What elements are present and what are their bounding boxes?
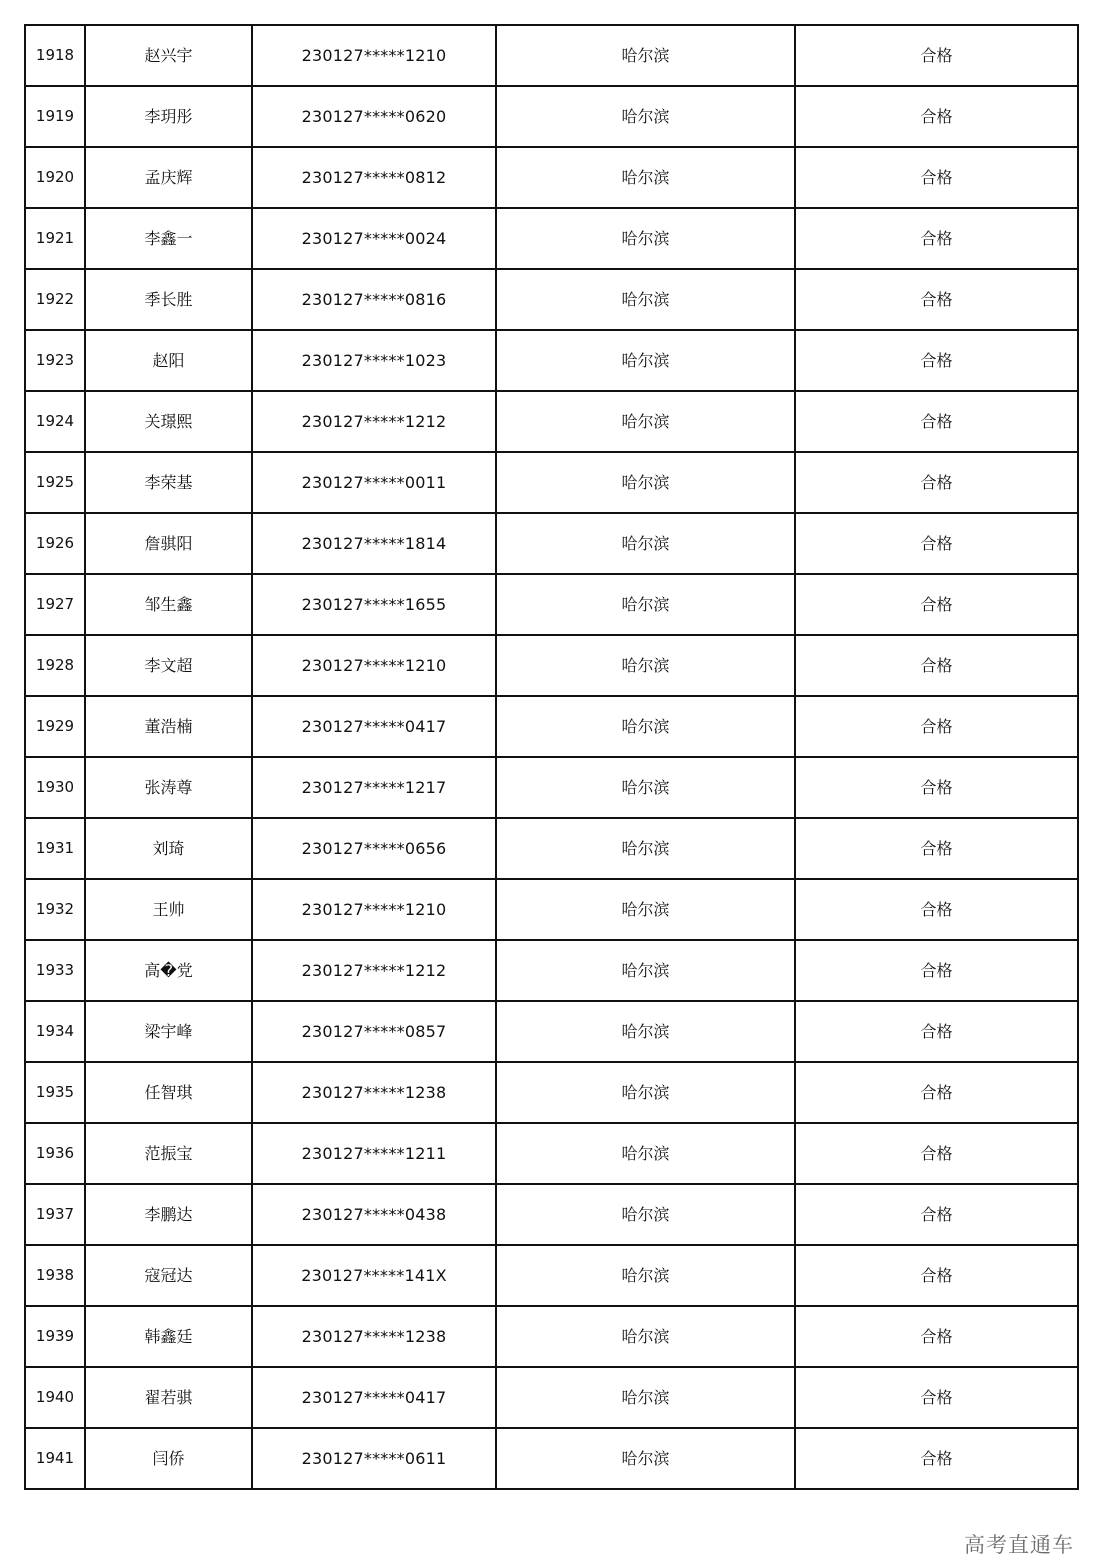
city-cell: 哈尔滨 bbox=[496, 818, 795, 879]
id-number-cell: 230127*****0812 bbox=[252, 147, 496, 208]
result-cell: 合格 bbox=[795, 513, 1078, 574]
id-number-cell: 230127*****1210 bbox=[252, 25, 496, 86]
table-row bbox=[25, 1245, 1078, 1306]
city-cell: 哈尔滨 bbox=[496, 1062, 795, 1123]
row-number-cell: 1930 bbox=[25, 757, 85, 818]
id-number-cell: 230127*****0011 bbox=[252, 452, 496, 513]
city-cell: 哈尔滨 bbox=[496, 452, 795, 513]
result-cell: 合格 bbox=[795, 452, 1078, 513]
id-number-cell: 230127*****1238 bbox=[252, 1306, 496, 1367]
row-number-cell: 1924 bbox=[25, 391, 85, 452]
table-row bbox=[25, 330, 1078, 391]
city-cell: 哈尔滨 bbox=[496, 1184, 795, 1245]
city-cell: 哈尔滨 bbox=[496, 269, 795, 330]
name-cell: 寇冠达 bbox=[85, 1245, 252, 1306]
result-cell: 合格 bbox=[795, 1428, 1078, 1489]
result-cell: 合格 bbox=[795, 1001, 1078, 1062]
id-number-cell: 230127*****0417 bbox=[252, 696, 496, 757]
city-cell: 哈尔滨 bbox=[496, 757, 795, 818]
id-number-cell: 230127*****0816 bbox=[252, 269, 496, 330]
results-table bbox=[24, 24, 1079, 1490]
name-cell: 邹生鑫 bbox=[85, 574, 252, 635]
name-cell: 王帅 bbox=[85, 879, 252, 940]
id-number-cell: 230127*****0611 bbox=[252, 1428, 496, 1489]
id-number-cell: 230127*****1210 bbox=[252, 635, 496, 696]
row-number-cell: 1934 bbox=[25, 1001, 85, 1062]
row-number-cell: 1938 bbox=[25, 1245, 85, 1306]
table-row bbox=[25, 574, 1078, 635]
id-number-cell: 230127*****1655 bbox=[252, 574, 496, 635]
table-row bbox=[25, 1428, 1078, 1489]
table-row bbox=[25, 147, 1078, 208]
city-cell: 哈尔滨 bbox=[496, 1306, 795, 1367]
name-cell: 高�党 bbox=[85, 940, 252, 1001]
table-row bbox=[25, 25, 1078, 86]
result-cell: 合格 bbox=[795, 147, 1078, 208]
name-cell: 董浩楠 bbox=[85, 696, 252, 757]
table-row bbox=[25, 1062, 1078, 1123]
table-row bbox=[25, 391, 1078, 452]
name-cell: 李荣基 bbox=[85, 452, 252, 513]
row-number-cell: 1922 bbox=[25, 269, 85, 330]
id-number-cell: 230127*****1210 bbox=[252, 879, 496, 940]
name-cell: 关璟熙 bbox=[85, 391, 252, 452]
city-cell: 哈尔滨 bbox=[496, 147, 795, 208]
result-cell: 合格 bbox=[795, 330, 1078, 391]
table-row bbox=[25, 879, 1078, 940]
city-cell: 哈尔滨 bbox=[496, 391, 795, 452]
city-cell: 哈尔滨 bbox=[496, 1245, 795, 1306]
table-row bbox=[25, 513, 1078, 574]
id-number-cell: 230127*****1217 bbox=[252, 757, 496, 818]
row-number-cell: 1927 bbox=[25, 574, 85, 635]
id-number-cell: 230127*****1023 bbox=[252, 330, 496, 391]
id-number-cell: 230127*****0656 bbox=[252, 818, 496, 879]
row-number-cell: 1918 bbox=[25, 25, 85, 86]
id-number-cell: 230127*****0417 bbox=[252, 1367, 496, 1428]
result-cell: 合格 bbox=[795, 574, 1078, 635]
result-cell: 合格 bbox=[795, 879, 1078, 940]
result-cell: 合格 bbox=[795, 208, 1078, 269]
city-cell: 哈尔滨 bbox=[496, 1001, 795, 1062]
result-cell: 合格 bbox=[795, 25, 1078, 86]
id-number-cell: 230127*****0024 bbox=[252, 208, 496, 269]
result-cell: 合格 bbox=[795, 269, 1078, 330]
city-cell: 哈尔滨 bbox=[496, 1367, 795, 1428]
table-row bbox=[25, 269, 1078, 330]
table-row bbox=[25, 696, 1078, 757]
name-cell: 张涛尊 bbox=[85, 757, 252, 818]
result-cell: 合格 bbox=[795, 1367, 1078, 1428]
result-cell: 合格 bbox=[795, 1184, 1078, 1245]
city-cell: 哈尔滨 bbox=[496, 25, 795, 86]
row-number-cell: 1928 bbox=[25, 635, 85, 696]
id-number-cell: 230127*****1238 bbox=[252, 1062, 496, 1123]
row-number-cell: 1921 bbox=[25, 208, 85, 269]
id-number-cell: 230127*****0857 bbox=[252, 1001, 496, 1062]
name-cell: 李鹏达 bbox=[85, 1184, 252, 1245]
row-number-cell: 1940 bbox=[25, 1367, 85, 1428]
row-number-cell: 1923 bbox=[25, 330, 85, 391]
table-row bbox=[25, 1123, 1078, 1184]
row-number-cell: 1919 bbox=[25, 86, 85, 147]
id-number-cell: 230127*****1814 bbox=[252, 513, 496, 574]
row-number-cell: 1925 bbox=[25, 452, 85, 513]
result-cell: 合格 bbox=[795, 757, 1078, 818]
name-cell: 赵阳 bbox=[85, 330, 252, 391]
city-cell: 哈尔滨 bbox=[496, 574, 795, 635]
name-cell: 季长胜 bbox=[85, 269, 252, 330]
name-cell: 孟庆辉 bbox=[85, 147, 252, 208]
result-cell: 合格 bbox=[795, 1062, 1078, 1123]
id-number-cell: 230127*****1212 bbox=[252, 391, 496, 452]
table-row bbox=[25, 1001, 1078, 1062]
name-cell: 李玥彤 bbox=[85, 86, 252, 147]
result-cell: 合格 bbox=[795, 818, 1078, 879]
id-number-cell: 230127*****0438 bbox=[252, 1184, 496, 1245]
row-number-cell: 1939 bbox=[25, 1306, 85, 1367]
id-number-cell: 230127*****1211 bbox=[252, 1123, 496, 1184]
city-cell: 哈尔滨 bbox=[496, 879, 795, 940]
city-cell: 哈尔滨 bbox=[496, 86, 795, 147]
name-cell: 韩鑫廷 bbox=[85, 1306, 252, 1367]
city-cell: 哈尔滨 bbox=[496, 1123, 795, 1184]
site-watermark: 高考直通车 bbox=[964, 1533, 1074, 1557]
table-row bbox=[25, 757, 1078, 818]
city-cell: 哈尔滨 bbox=[496, 635, 795, 696]
name-cell: 刘琦 bbox=[85, 818, 252, 879]
table-row bbox=[25, 1306, 1078, 1367]
id-number-cell: 230127*****0620 bbox=[252, 86, 496, 147]
name-cell: 范振宝 bbox=[85, 1123, 252, 1184]
table-row bbox=[25, 452, 1078, 513]
row-number-cell: 1929 bbox=[25, 696, 85, 757]
row-number-cell: 1926 bbox=[25, 513, 85, 574]
city-cell: 哈尔滨 bbox=[496, 208, 795, 269]
result-cell: 合格 bbox=[795, 1245, 1078, 1306]
row-number-cell: 1932 bbox=[25, 879, 85, 940]
results-table-body bbox=[25, 25, 1078, 1489]
row-number-cell: 1936 bbox=[25, 1123, 85, 1184]
table-row bbox=[25, 208, 1078, 269]
city-cell: 哈尔滨 bbox=[496, 696, 795, 757]
name-cell: 梁宇峰 bbox=[85, 1001, 252, 1062]
row-number-cell: 1920 bbox=[25, 147, 85, 208]
row-number-cell: 1937 bbox=[25, 1184, 85, 1245]
table-row bbox=[25, 940, 1078, 1001]
result-cell: 合格 bbox=[795, 86, 1078, 147]
name-cell: 詹骐阳 bbox=[85, 513, 252, 574]
name-cell: 赵兴宇 bbox=[85, 25, 252, 86]
name-cell: 闫侨 bbox=[85, 1428, 252, 1489]
city-cell: 哈尔滨 bbox=[496, 513, 795, 574]
name-cell: 李鑫一 bbox=[85, 208, 252, 269]
result-cell: 合格 bbox=[795, 696, 1078, 757]
table-row bbox=[25, 1184, 1078, 1245]
name-cell: 李文超 bbox=[85, 635, 252, 696]
city-cell: 哈尔滨 bbox=[496, 330, 795, 391]
row-number-cell: 1941 bbox=[25, 1428, 85, 1489]
row-number-cell: 1935 bbox=[25, 1062, 85, 1123]
city-cell: 哈尔滨 bbox=[496, 1428, 795, 1489]
table-row bbox=[25, 818, 1078, 879]
row-number-cell: 1931 bbox=[25, 818, 85, 879]
id-number-cell: 230127*****141X bbox=[252, 1245, 496, 1306]
table-row bbox=[25, 1367, 1078, 1428]
result-cell: 合格 bbox=[795, 391, 1078, 452]
city-cell: 哈尔滨 bbox=[496, 940, 795, 1001]
table-row bbox=[25, 86, 1078, 147]
result-cell: 合格 bbox=[795, 1123, 1078, 1184]
result-cell: 合格 bbox=[795, 1306, 1078, 1367]
result-cell: 合格 bbox=[795, 635, 1078, 696]
name-cell: 翟若骐 bbox=[85, 1367, 252, 1428]
id-number-cell: 230127*****1212 bbox=[252, 940, 496, 1001]
name-cell: 任智琪 bbox=[85, 1062, 252, 1123]
result-cell: 合格 bbox=[795, 940, 1078, 1001]
row-number-cell: 1933 bbox=[25, 940, 85, 1001]
table-row bbox=[25, 635, 1078, 696]
